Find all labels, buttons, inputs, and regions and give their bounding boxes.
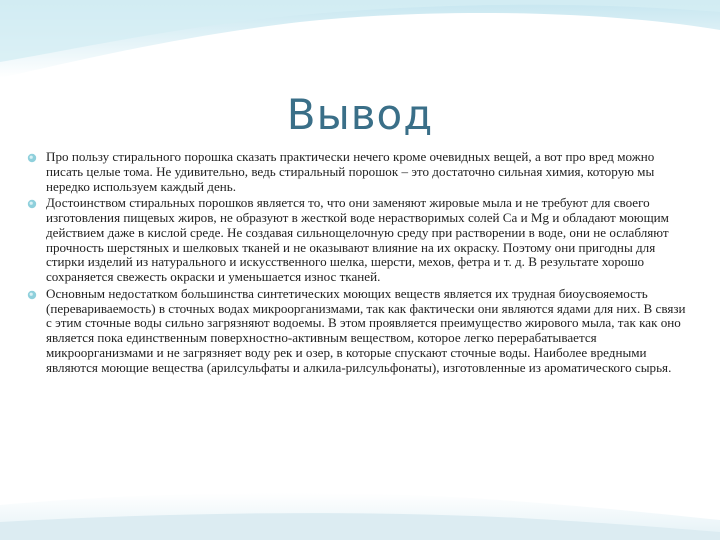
bullet-list — [26, 150, 686, 377]
bullet-item — [26, 150, 686, 194]
bullet-item — [26, 287, 686, 376]
bullet-text: Про пользу стирального порошка сказать практически нечего кроме очевидных вещей, а вот про вред можно писать целые тома. Не удивительно, ведь стиральный порошок – это достаточно сильная химия, которую мы нередко используем каждый день. — [46, 149, 655, 194]
slide-title: Вывод — [286, 90, 434, 139]
bullet-icon — [27, 153, 37, 163]
bullet-item — [26, 196, 686, 285]
bullet-text: Основным недостатком большинства синтетических моющих веществ является их трудная биоусвояемость (перевариваемость) в сточных водах микроорганизмами, так как фактически они являются ядами для них. В связи с этим сточные воды сильно загрязняют водоемы. В этом проявляется преимущество жирового мыла, так как оно является пока единственным поверхностно-активным веществом, которое легко перерабатывается микроорганизмами и не загрязняет воду рек и озер, в которые спускают сточные воды. Наиболее вредными являются моющие вещества (арилсульфаты и алкила-рилсульфонаты), изготовленные из ароматического сырья. — [46, 285, 686, 375]
bullet-icon — [27, 290, 37, 300]
bullet-text: Достоинством стиральных порошков является то, что они заменяют жировые мыла и не требуют для своего изготовления пищевых жиров, не образуют в жесткой воде нерастворимых солей Са и Mg и обладают моющим действием даже в кислой среде. Не создавая сильнощелочную среду при растворении в воде, они не ослабляют прочность шерстяных и шелковых тканей и не оказывают влияние на их окраску. Поэтому они пригодны для стирки изделий из натурального и искусственного шелка, шерсти, мехов, фетра и т. д. В результате хорошо сохраняется свежесть окраски и уменьшается износ тканей. — [46, 195, 669, 284]
bullet-icon — [27, 199, 37, 209]
